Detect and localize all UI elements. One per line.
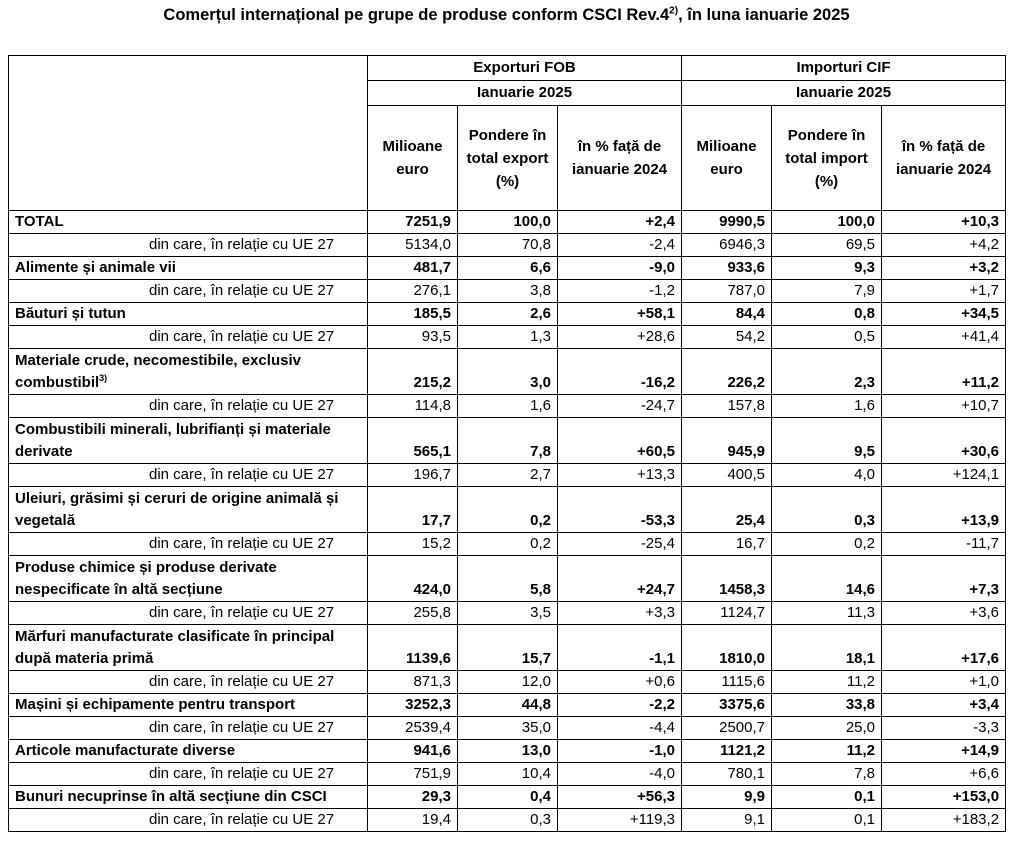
category-label	[9, 786, 368, 809]
category-label	[9, 303, 368, 326]
header-imp-share: Pondere în total import (%)	[772, 106, 882, 211]
cell-eu27-imp-change: +4,2	[882, 234, 1006, 257]
cell-eu27-exp-share: 3,5	[458, 602, 558, 625]
cell-exp-value: 481,7	[368, 257, 458, 280]
cell-eu27-imp-value: 157,8	[682, 395, 772, 418]
cell-eu27-imp-share: 69,5	[772, 234, 882, 257]
cell-eu27-imp-value: 787,0	[682, 280, 772, 303]
cell-eu27-imp-value: 780,1	[682, 763, 772, 786]
cell-eu27-imp-change: -3,3	[882, 717, 1006, 740]
cell-exp-share: 15,7	[458, 625, 558, 671]
header-exports-group: Exporturi FOB	[368, 56, 682, 81]
cell-exp-value: 3252,3	[368, 694, 458, 717]
title-footnote: 2)	[669, 5, 679, 17]
category-label-text: Băuturi și tutun	[15, 305, 126, 322]
cell-exp-change: +2,4	[558, 211, 682, 234]
cell-imp-share: 11,2	[772, 740, 882, 763]
cell-eu27-exp-change: -24,7	[558, 395, 682, 418]
cell-exp-change: -1,0	[558, 740, 682, 763]
cell-eu27-exp-change: -1,2	[558, 280, 682, 303]
table-row-eu27	[9, 280, 1006, 303]
category-label-text: Materiale crude, necomestibile, exclusiv combustibil	[15, 352, 301, 391]
cell-eu27-exp-change: -2,4	[558, 234, 682, 257]
eu27-label: din care, în relație cu UE 27	[9, 533, 368, 556]
cell-imp-value: 84,4	[682, 303, 772, 326]
table-row-eu27	[9, 395, 1006, 418]
table-row-eu27	[9, 809, 1006, 832]
category-label	[9, 211, 368, 234]
cell-eu27-imp-share: 11,2	[772, 671, 882, 694]
cell-imp-share: 18,1	[772, 625, 882, 671]
cell-imp-value: 1458,3	[682, 556, 772, 602]
cell-eu27-exp-change: +3,3	[558, 602, 682, 625]
cell-imp-change: +11,2	[882, 349, 1006, 395]
cell-eu27-exp-change: -4,0	[558, 763, 682, 786]
cell-imp-value: 945,9	[682, 418, 772, 464]
table-row-category	[9, 740, 1006, 763]
cell-exp-share: 100,0	[458, 211, 558, 234]
cell-eu27-imp-share: 7,8	[772, 763, 882, 786]
cell-eu27-exp-change: +28,6	[558, 326, 682, 349]
cell-eu27-exp-change: -4,4	[558, 717, 682, 740]
cell-eu27-exp-value: 114,8	[368, 395, 458, 418]
cell-exp-value: 424,0	[368, 556, 458, 602]
category-label-text: Combustibili minerali, lubrifianți și materiale derivate	[15, 421, 331, 460]
cell-imp-share: 2,3	[772, 349, 882, 395]
cell-exp-share: 5,8	[458, 556, 558, 602]
cell-exp-change: +56,3	[558, 786, 682, 809]
header-imp-value: Milioane euro	[682, 106, 772, 211]
category-label	[9, 625, 368, 671]
table-row-category	[9, 487, 1006, 533]
cell-eu27-exp-share: 2,7	[458, 464, 558, 487]
cell-eu27-imp-change: +3,6	[882, 602, 1006, 625]
eu27-label: din care, în relație cu UE 27	[9, 280, 368, 303]
table-row-category	[9, 556, 1006, 602]
eu27-label: din care, în relație cu UE 27	[9, 395, 368, 418]
category-label	[9, 418, 368, 464]
cell-imp-value: 3375,6	[682, 694, 772, 717]
cell-eu27-exp-share: 0,2	[458, 533, 558, 556]
category-label	[9, 487, 368, 533]
cell-eu27-exp-share: 12,0	[458, 671, 558, 694]
cell-imp-share: 14,6	[772, 556, 882, 602]
cell-exp-change: -1,1	[558, 625, 682, 671]
cell-eu27-exp-change: +0,6	[558, 671, 682, 694]
cell-imp-share: 0,8	[772, 303, 882, 326]
cell-imp-change: +3,2	[882, 257, 1006, 280]
header-period-exports: Ianuarie 2025	[368, 81, 682, 106]
cell-imp-change: +10,3	[882, 211, 1006, 234]
cell-imp-change: +34,5	[882, 303, 1006, 326]
cell-eu27-exp-share: 3,8	[458, 280, 558, 303]
cell-exp-value: 17,7	[368, 487, 458, 533]
cell-eu27-exp-value: 93,5	[368, 326, 458, 349]
cell-eu27-exp-share: 1,6	[458, 395, 558, 418]
cell-exp-change: -16,2	[558, 349, 682, 395]
cell-exp-change: -53,3	[558, 487, 682, 533]
cell-eu27-imp-value: 6946,3	[682, 234, 772, 257]
cell-imp-value: 25,4	[682, 487, 772, 533]
cell-imp-change: +30,6	[882, 418, 1006, 464]
header-exp-share: Pondere în total export (%)	[458, 106, 558, 211]
cell-exp-share: 0,4	[458, 786, 558, 809]
cell-exp-share: 44,8	[458, 694, 558, 717]
cell-eu27-imp-value: 1115,6	[682, 671, 772, 694]
cell-eu27-imp-change: +1,0	[882, 671, 1006, 694]
category-label-text: Articole manufacturate diverse	[15, 742, 236, 759]
eu27-label: din care, în relație cu UE 27	[9, 809, 368, 832]
eu27-label: din care, în relație cu UE 27	[9, 602, 368, 625]
category-label	[9, 556, 368, 602]
cell-exp-share: 7,8	[458, 418, 558, 464]
category-label-text: TOTAL	[15, 213, 64, 230]
cell-eu27-imp-value: 54,2	[682, 326, 772, 349]
eu27-label: din care, în relație cu UE 27	[9, 464, 368, 487]
trade-table	[8, 55, 1006, 832]
cell-eu27-exp-change: +13,3	[558, 464, 682, 487]
cell-imp-change: +14,9	[882, 740, 1006, 763]
cell-exp-change: +24,7	[558, 556, 682, 602]
cell-imp-share: 9,5	[772, 418, 882, 464]
category-label-text: Alimente și animale vii	[15, 259, 176, 276]
eu27-label: din care, în relație cu UE 27	[9, 671, 368, 694]
table-row-category	[9, 303, 1006, 326]
cell-imp-value: 9,9	[682, 786, 772, 809]
cell-imp-change: +153,0	[882, 786, 1006, 809]
cell-exp-change: +58,1	[558, 303, 682, 326]
cell-imp-change: +13,9	[882, 487, 1006, 533]
cell-imp-share: 9,3	[772, 257, 882, 280]
cell-eu27-exp-share: 70,8	[458, 234, 558, 257]
cell-eu27-exp-value: 15,2	[368, 533, 458, 556]
eu27-label: din care, în relație cu UE 27	[9, 234, 368, 257]
cell-exp-share: 0,2	[458, 487, 558, 533]
table-row-eu27	[9, 234, 1006, 257]
table-row-category	[9, 694, 1006, 717]
cell-imp-change: +3,4	[882, 694, 1006, 717]
cell-exp-share: 13,0	[458, 740, 558, 763]
table-row-category	[9, 349, 1006, 395]
cell-exp-change: -9,0	[558, 257, 682, 280]
cell-eu27-imp-change: +6,6	[882, 763, 1006, 786]
category-label	[9, 694, 368, 717]
cell-imp-share: 0,3	[772, 487, 882, 533]
cell-imp-share: 0,1	[772, 786, 882, 809]
cell-eu27-imp-value: 1124,7	[682, 602, 772, 625]
table-row-category	[9, 418, 1006, 464]
cell-eu27-imp-share: 11,3	[772, 602, 882, 625]
cell-eu27-imp-value: 2500,7	[682, 717, 772, 740]
category-label-text: Bunuri necuprinse în altă secțiune din CSCI	[15, 788, 327, 805]
cell-eu27-exp-share: 1,3	[458, 326, 558, 349]
cell-eu27-exp-value: 255,8	[368, 602, 458, 625]
eu27-label: din care, în relație cu UE 27	[9, 717, 368, 740]
header-exp-change: în % față de ianuarie 2024	[558, 106, 682, 211]
cell-eu27-imp-change: +1,7	[882, 280, 1006, 303]
cell-eu27-imp-share: 0,1	[772, 809, 882, 832]
cell-exp-share: 6,6	[458, 257, 558, 280]
header-row-groups	[9, 56, 1006, 81]
cell-eu27-exp-value: 871,3	[368, 671, 458, 694]
cell-eu27-exp-value: 5134,0	[368, 234, 458, 257]
title-main: Comerțul internațional pe grupe de produse conform CSCI Rev.4	[163, 6, 670, 24]
cell-imp-value: 933,6	[682, 257, 772, 280]
cell-eu27-exp-change: -25,4	[558, 533, 682, 556]
table-row-category	[9, 211, 1006, 234]
cell-eu27-imp-share: 1,6	[772, 395, 882, 418]
cell-exp-share: 2,6	[458, 303, 558, 326]
category-footnote: 3)	[99, 373, 108, 383]
cell-eu27-imp-share: 25,0	[772, 717, 882, 740]
cell-imp-share: 33,8	[772, 694, 882, 717]
category-label-text: Produse chimice și produse derivate nespecificate în altă secțiune	[15, 559, 277, 598]
cell-imp-change: +7,3	[882, 556, 1006, 602]
cell-exp-value: 215,2	[368, 349, 458, 395]
cell-exp-value: 185,5	[368, 303, 458, 326]
table-row-eu27	[9, 326, 1006, 349]
eu27-label: din care, în relație cu UE 27	[9, 763, 368, 786]
cell-eu27-exp-share: 10,4	[458, 763, 558, 786]
cell-eu27-imp-change: +41,4	[882, 326, 1006, 349]
category-label	[9, 349, 368, 395]
table-row-eu27	[9, 763, 1006, 786]
category-label-text: Mărfuri manufacturate clasificate în principal după materia primă	[15, 628, 335, 667]
cell-exp-value: 941,6	[368, 740, 458, 763]
header-exp-value: Milioane euro	[368, 106, 458, 211]
header-period-imports: Ianuarie 2025	[682, 81, 1006, 106]
table-row-category	[9, 257, 1006, 280]
cell-eu27-imp-change: +183,2	[882, 809, 1006, 832]
cell-eu27-imp-change: -11,7	[882, 533, 1006, 556]
cell-imp-value: 226,2	[682, 349, 772, 395]
cell-exp-value: 1139,6	[368, 625, 458, 671]
cell-eu27-imp-value: 400,5	[682, 464, 772, 487]
table-row-eu27	[9, 671, 1006, 694]
table-row-eu27	[9, 464, 1006, 487]
cell-exp-value: 565,1	[368, 418, 458, 464]
cell-eu27-imp-share: 4,0	[772, 464, 882, 487]
category-label-text: Mașini și echipamente pentru transport	[15, 696, 296, 713]
title-rest: , în luna ianuarie 2025	[678, 6, 850, 24]
table-row-eu27	[9, 533, 1006, 556]
cell-eu27-imp-share: 0,5	[772, 326, 882, 349]
table-row-eu27	[9, 602, 1006, 625]
header-imp-change: în % față de ianuarie 2024	[882, 106, 1006, 211]
table-row-eu27	[9, 717, 1006, 740]
cell-eu27-imp-change: +124,1	[882, 464, 1006, 487]
cell-eu27-imp-share: 0,2	[772, 533, 882, 556]
eu27-label: din care, în relație cu UE 27	[9, 326, 368, 349]
table-title	[0, 6, 1013, 25]
header-empty-cell	[9, 56, 368, 211]
cell-exp-change: -2,2	[558, 694, 682, 717]
cell-imp-change: +17,6	[882, 625, 1006, 671]
header-imports-group: Importuri CIF	[682, 56, 1006, 81]
cell-imp-value: 1121,2	[682, 740, 772, 763]
table-row-category	[9, 625, 1006, 671]
cell-eu27-exp-change: +119,3	[558, 809, 682, 832]
cell-imp-value: 9990,5	[682, 211, 772, 234]
cell-exp-value: 7251,9	[368, 211, 458, 234]
cell-eu27-exp-value: 19,4	[368, 809, 458, 832]
cell-exp-value: 29,3	[368, 786, 458, 809]
cell-eu27-imp-share: 7,9	[772, 280, 882, 303]
cell-eu27-exp-share: 0,3	[458, 809, 558, 832]
cell-eu27-exp-share: 35,0	[458, 717, 558, 740]
cell-eu27-exp-value: 196,7	[368, 464, 458, 487]
category-label-text: Uleiuri, grăsimi și ceruri de origine animală și vegetală	[15, 490, 339, 529]
cell-imp-value: 1810,0	[682, 625, 772, 671]
cell-eu27-imp-value: 16,7	[682, 533, 772, 556]
category-label	[9, 740, 368, 763]
cell-exp-share: 3,0	[458, 349, 558, 395]
cell-imp-share: 100,0	[772, 211, 882, 234]
cell-eu27-imp-value: 9,1	[682, 809, 772, 832]
cell-eu27-imp-change: +10,7	[882, 395, 1006, 418]
table-row-category	[9, 786, 1006, 809]
cell-eu27-exp-value: 2539,4	[368, 717, 458, 740]
category-label	[9, 257, 368, 280]
cell-exp-change: +60,5	[558, 418, 682, 464]
cell-eu27-exp-value: 751,9	[368, 763, 458, 786]
cell-eu27-exp-value: 276,1	[368, 280, 458, 303]
